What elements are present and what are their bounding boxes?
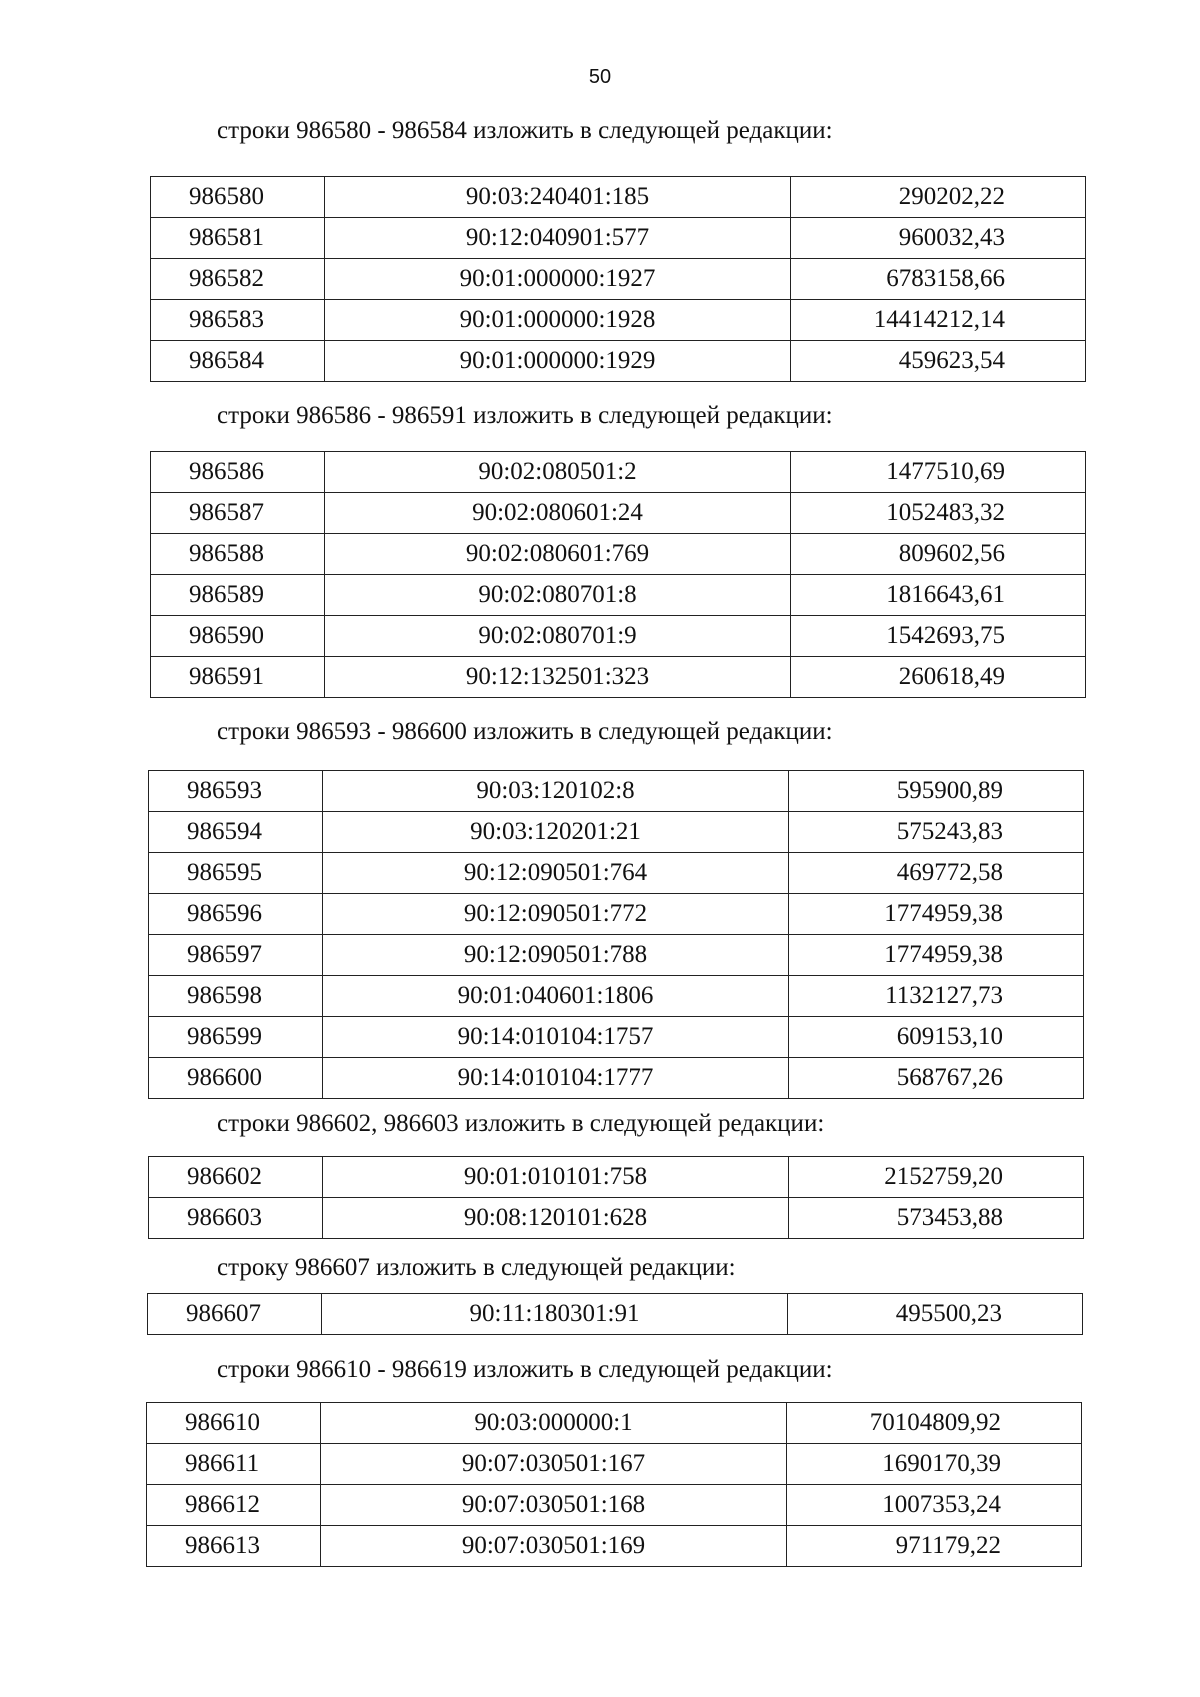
row-number-cell: 986583 — [151, 300, 325, 341]
table-row — [149, 812, 1084, 853]
value-cell: 1132127,73 — [789, 976, 1084, 1017]
cadastral-number-cell: 90:02:080501:2 — [325, 452, 791, 493]
cadastral-number-cell: 90:08:120101:628 — [323, 1198, 789, 1239]
table-row — [147, 1485, 1082, 1526]
cadastral-number-cell: 90:02:080701:9 — [325, 616, 791, 657]
row-number-cell: 986611 — [147, 1444, 321, 1485]
cadastral-number-cell: 90:01:010101:758 — [323, 1157, 789, 1198]
row-number-cell: 986584 — [151, 341, 325, 382]
value-cell: 1477510,69 — [791, 452, 1086, 493]
table-row — [151, 177, 1086, 218]
value-cell: 960032,43 — [791, 218, 1086, 259]
row-number-cell: 986599 — [149, 1017, 323, 1058]
cadastral-number-cell: 90:14:010104:1757 — [323, 1017, 789, 1058]
value-cell: 573453,88 — [789, 1198, 1084, 1239]
data-table — [150, 176, 1086, 382]
row-number-cell: 986613 — [147, 1526, 321, 1567]
table-row — [149, 976, 1084, 1017]
value-cell: 1816643,61 — [791, 575, 1086, 616]
table-row — [151, 534, 1086, 575]
row-number-cell: 986595 — [149, 853, 323, 894]
table-row — [147, 1526, 1082, 1567]
value-cell: 495500,23 — [788, 1294, 1083, 1335]
row-number-cell: 986581 — [151, 218, 325, 259]
row-number-cell: 986598 — [149, 976, 323, 1017]
value-cell: 469772,58 — [789, 853, 1084, 894]
cadastral-number-cell: 90:01:000000:1927 — [325, 259, 791, 300]
table-row — [151, 218, 1086, 259]
section-heading: строки 986610 - 986619 изложить в следующей редакции: — [217, 1356, 833, 1383]
cadastral-number-cell: 90:07:030501:169 — [321, 1526, 787, 1567]
table-row — [151, 300, 1086, 341]
table-row — [147, 1444, 1082, 1485]
cadastral-number-cell: 90:14:010104:1777 — [323, 1058, 789, 1099]
value-cell: 260618,49 — [791, 657, 1086, 698]
cadastral-number-cell: 90:02:080601:24 — [325, 493, 791, 534]
cadastral-number-cell: 90:12:040901:577 — [325, 218, 791, 259]
cadastral-number-cell: 90:01:000000:1928 — [325, 300, 791, 341]
row-number-cell: 986582 — [151, 259, 325, 300]
table-row — [151, 575, 1086, 616]
value-cell: 575243,83 — [789, 812, 1084, 853]
cadastral-number-cell: 90:07:030501:168 — [321, 1485, 787, 1526]
value-cell: 971179,22 — [787, 1526, 1082, 1567]
value-cell: 459623,54 — [791, 341, 1086, 382]
value-cell: 1052483,32 — [791, 493, 1086, 534]
section-heading: строки 986580 - 986584 изложить в следующей редакции: — [217, 117, 833, 144]
table-row — [148, 1294, 1083, 1335]
table-row — [151, 657, 1086, 698]
value-cell: 290202,22 — [791, 177, 1086, 218]
cadastral-number-cell: 90:03:000000:1 — [321, 1403, 787, 1444]
value-cell: 70104809,92 — [787, 1403, 1082, 1444]
cadastral-number-cell: 90:03:120102:8 — [323, 771, 789, 812]
table-row — [149, 853, 1084, 894]
value-cell: 1690170,39 — [787, 1444, 1082, 1485]
cadastral-number-cell: 90:02:080701:8 — [325, 575, 791, 616]
data-table — [146, 1402, 1082, 1567]
row-number-cell: 986593 — [149, 771, 323, 812]
row-number-cell: 986587 — [151, 493, 325, 534]
row-number-cell: 986591 — [151, 657, 325, 698]
value-cell: 1542693,75 — [791, 616, 1086, 657]
row-number-cell: 986603 — [149, 1198, 323, 1239]
data-table — [147, 1293, 1083, 1335]
row-number-cell: 986588 — [151, 534, 325, 575]
row-number-cell: 986602 — [149, 1157, 323, 1198]
value-cell: 1774959,38 — [789, 894, 1084, 935]
value-cell: 14414212,14 — [791, 300, 1086, 341]
value-cell: 1774959,38 — [789, 935, 1084, 976]
row-number-cell: 986590 — [151, 616, 325, 657]
table-row — [149, 894, 1084, 935]
table-row — [151, 341, 1086, 382]
row-number-cell: 986580 — [151, 177, 325, 218]
value-cell: 595900,89 — [789, 771, 1084, 812]
row-number-cell: 986597 — [149, 935, 323, 976]
cadastral-number-cell: 90:01:000000:1929 — [325, 341, 791, 382]
value-cell: 6783158,66 — [791, 259, 1086, 300]
data-table — [148, 770, 1084, 1099]
cadastral-number-cell: 90:03:240401:185 — [325, 177, 791, 218]
value-cell: 2152759,20 — [789, 1157, 1084, 1198]
cadastral-number-cell: 90:03:120201:21 — [323, 812, 789, 853]
cadastral-number-cell: 90:02:080601:769 — [325, 534, 791, 575]
cadastral-number-cell: 90:12:090501:772 — [323, 894, 789, 935]
cadastral-number-cell: 90:07:030501:167 — [321, 1444, 787, 1485]
table-row — [149, 1017, 1084, 1058]
cadastral-number-cell: 90:12:090501:788 — [323, 935, 789, 976]
row-number-cell: 986600 — [149, 1058, 323, 1099]
table-row — [149, 1058, 1084, 1099]
value-cell: 1007353,24 — [787, 1485, 1082, 1526]
table-row — [151, 616, 1086, 657]
cadastral-number-cell: 90:12:090501:764 — [323, 853, 789, 894]
data-table — [150, 451, 1086, 698]
row-number-cell: 986610 — [147, 1403, 321, 1444]
table-row — [147, 1403, 1082, 1444]
cadastral-number-cell: 90:01:040601:1806 — [323, 976, 789, 1017]
table-row — [149, 1198, 1084, 1239]
value-cell: 609153,10 — [789, 1017, 1084, 1058]
table-row — [151, 259, 1086, 300]
cadastral-number-cell: 90:12:132501:323 — [325, 657, 791, 698]
table-row — [149, 771, 1084, 812]
page-number: 50 — [588, 66, 612, 88]
cadastral-number-cell: 90:11:180301:91 — [322, 1294, 788, 1335]
section-heading: строки 986586 - 986591 изложить в следующей редакции: — [217, 402, 833, 429]
row-number-cell: 986586 — [151, 452, 325, 493]
table-row — [151, 452, 1086, 493]
row-number-cell: 986612 — [147, 1485, 321, 1526]
row-number-cell: 986594 — [149, 812, 323, 853]
row-number-cell: 986589 — [151, 575, 325, 616]
value-cell: 809602,56 — [791, 534, 1086, 575]
row-number-cell: 986596 — [149, 894, 323, 935]
section-heading: строку 986607 изложить в следующей редакции: — [217, 1254, 736, 1281]
row-number-cell: 986607 — [148, 1294, 322, 1335]
value-cell: 568767,26 — [789, 1058, 1084, 1099]
section-heading: строки 986602, 986603 изложить в следующей редакции: — [217, 1110, 825, 1137]
table-row — [149, 935, 1084, 976]
section-heading: строки 986593 - 986600 изложить в следующей редакции: — [217, 718, 833, 745]
table-row — [151, 493, 1086, 534]
table-row — [149, 1157, 1084, 1198]
data-table — [148, 1156, 1084, 1239]
